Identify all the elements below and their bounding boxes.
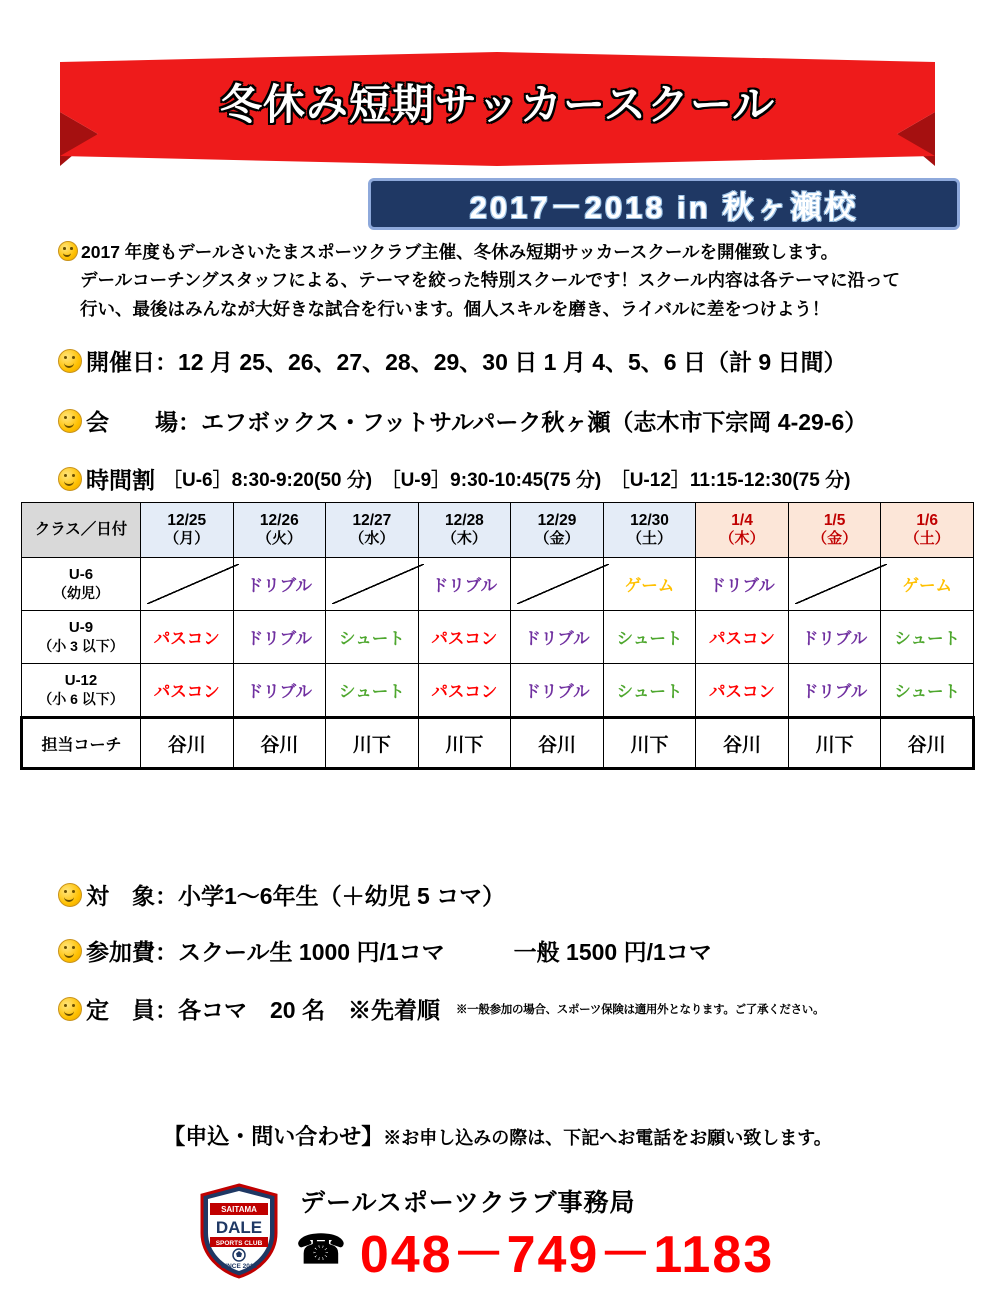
year-plate <box>368 178 960 230</box>
coach-cell-0: 谷川 <box>141 718 234 769</box>
header-class-date: クラス／日付 <box>22 503 141 558</box>
cell-u12-1: ドリブル <box>233 664 326 718</box>
header-day: （火） <box>256 530 302 548</box>
header-col-5 <box>603 503 696 558</box>
cell-u9-8: シュート <box>881 611 974 664</box>
info-row-target <box>58 878 505 911</box>
header-date: 12/27 <box>352 511 392 529</box>
table-row-coach <box>22 718 974 769</box>
svg-text:DALE: DALE <box>215 1218 263 1237</box>
cell-u6-7 <box>788 558 881 611</box>
target-label: 対 象： <box>86 883 178 909</box>
schedule-table <box>20 502 975 770</box>
place-label: 会 場： <box>86 409 201 435</box>
table-header-row <box>22 503 974 558</box>
phone-number: 048－749－1183 <box>359 1226 775 1284</box>
header-day: （土） <box>904 530 950 548</box>
contact-heading <box>0 1120 995 1151</box>
coach-cell-1: 谷川 <box>233 718 326 769</box>
header-day: （金） <box>534 530 580 548</box>
dale-club-logo <box>196 1183 282 1279</box>
coach-cell-8: 谷川 <box>881 718 974 769</box>
fee-value: スクール生 1000 円/1コマ 一般 1500 円/1コマ <box>178 939 712 965</box>
coach-label: 担当コーチ <box>22 718 141 769</box>
header-col-1 <box>233 503 326 558</box>
banner-ribbon <box>0 48 995 168</box>
header-col-0 <box>141 503 234 558</box>
coach-cell-6: 谷川 <box>696 718 789 769</box>
target-value: 小学1～6年生（＋幼児 5 コマ） <box>178 883 506 909</box>
banner-title: 冬休み短期サッカースクール <box>219 81 776 128</box>
cell-u6-4 <box>511 558 604 611</box>
intro-paragraph <box>58 238 958 323</box>
table-row <box>22 611 974 664</box>
svg-text:SPORTS CLUB: SPORTS CLUB <box>215 1240 263 1247</box>
cell-u12-0: パスコン <box>141 664 234 718</box>
row-name: U-6 <box>68 565 94 583</box>
coach-cell-4: 谷川 <box>511 718 604 769</box>
svg-text:SINCE 2012: SINCE 2012 <box>220 1263 258 1270</box>
date-value: 12 月 25、26、27、28、29、30 日 1 月 4、5、6 日（計 9 日間） <box>178 349 847 375</box>
cell-u12-3: パスコン <box>418 664 511 718</box>
cell-u9-3: パスコン <box>418 611 511 664</box>
cell-u9-4: ドリブル <box>511 611 604 664</box>
header-col-2 <box>326 503 419 558</box>
time-label: 時間割 <box>86 467 155 493</box>
header-date: 12/29 <box>537 511 577 529</box>
cell-u12-5: シュート <box>603 664 696 718</box>
table-row <box>22 558 974 611</box>
header-date: 12/25 <box>167 511 207 529</box>
cell-u6-3: ドリブル <box>418 558 511 611</box>
telephone-icon: ☎ <box>296 1227 348 1272</box>
header-date: 1/6 <box>916 511 938 529</box>
cell-u12-8: シュート <box>881 664 974 718</box>
header-date: 1/4 <box>731 511 753 529</box>
cell-u9-5: シュート <box>603 611 696 664</box>
header-date: 12/28 <box>445 511 484 529</box>
cell-u6-8: ゲーム <box>881 558 974 611</box>
smiley-icon <box>58 241 78 261</box>
cell-u9-6: パスコン <box>696 611 789 664</box>
header-date: 1/5 <box>823 511 846 529</box>
info-row-fee <box>58 934 712 967</box>
cell-u9-2: シュート <box>326 611 419 664</box>
cell-u12-6: パスコン <box>696 664 789 718</box>
intro-line-1 <box>58 238 958 266</box>
cell-u6-2 <box>326 558 419 611</box>
cell-u9-0: パスコン <box>141 611 234 664</box>
header-day: （土） <box>627 530 673 548</box>
ribbon-shape <box>0 48 995 168</box>
info-row-time <box>58 462 850 495</box>
cell-u6-1: ドリブル <box>233 558 326 611</box>
phone-number-row <box>296 1212 774 1287</box>
organization-name: デールスポーツクラブ事務局 <box>300 1189 636 1217</box>
svg-text:SAITAMA: SAITAMA <box>221 1205 257 1214</box>
coach-cell-5: 川下 <box>603 718 696 769</box>
contact-heading-note: ※お申し込みの際は、下記へお電話をお願い致します。 <box>383 1128 832 1148</box>
row-name: U-12 <box>64 671 98 689</box>
row-sub: （小 3 以下） <box>38 637 124 654</box>
cell-u9-7: ドリブル <box>788 611 881 664</box>
header-date: 12/30 <box>630 511 669 529</box>
intro-line-2: デールコーチングスタッフによる、テーマを絞った特別スクールです！スクール内容は各テーマに沿って <box>80 270 901 291</box>
row-label-u12 <box>22 664 141 718</box>
info-row-date <box>58 344 847 377</box>
info-row-capacity <box>58 992 824 1025</box>
header-day: （金） <box>812 530 858 548</box>
coach-cell-7: 川下 <box>788 718 881 769</box>
place-value: エフボックス・フットサルパーク秋ヶ瀬（志木市下宗岡 4-29-6） <box>201 409 868 435</box>
capacity-label: 定 員： <box>86 997 178 1023</box>
cell-u6-0 <box>141 558 234 611</box>
coach-cell-3: 川下 <box>418 718 511 769</box>
intro-line-3: 行い、最後はみんなが大好きな試合を行います。個人スキルを磨き、ライバルに差をつけよう！ <box>80 298 830 319</box>
smiley-icon <box>58 409 82 433</box>
header-day: （木） <box>719 530 765 548</box>
smiley-icon <box>58 939 82 963</box>
header-col-3 <box>418 503 511 558</box>
time-value: ［U-6］8:30-9:20(50 分) ［U-9］9:30-10:45(75 分) ［U-12］11:15-12:30(75 分) <box>163 470 851 491</box>
header-col-6 <box>696 503 789 558</box>
fee-label: 参加費： <box>86 939 178 965</box>
date-label: 開催日： <box>86 349 178 375</box>
header-day: （水） <box>349 530 395 548</box>
cell-u6-6: ドリブル <box>696 558 789 611</box>
year-plate-text: 2017－2018 in 秋ヶ瀬校 <box>469 189 859 225</box>
cell-u9-1: ドリブル <box>233 611 326 664</box>
smiley-icon <box>58 997 82 1021</box>
cell-u12-7: ドリブル <box>788 664 881 718</box>
capacity-value: 各コマ 20 名 ※先着順 <box>178 997 440 1023</box>
intro-line-1-text: 2017 年度もデールさいたまスポーツクラブ主催、冬休み短期サッカースクールを開催致します。 <box>81 242 839 262</box>
header-col-4 <box>511 503 604 558</box>
table-row <box>22 664 974 718</box>
row-sub: （小 6 以下） <box>38 690 124 707</box>
info-row-place <box>58 404 867 437</box>
header-day: （木） <box>441 530 487 548</box>
header-date: 12/26 <box>259 511 299 529</box>
capacity-note: ※一般参加の場合、スポーツ保険は適用外となります。ご了承ください。 <box>455 1003 825 1016</box>
cell-u12-2: シュート <box>326 664 419 718</box>
row-sub: （幼児） <box>53 584 109 601</box>
smiley-icon <box>58 883 82 907</box>
smiley-icon <box>58 349 82 373</box>
row-name: U-9 <box>68 618 94 636</box>
coach-cell-2: 川下 <box>326 718 419 769</box>
row-label-u6 <box>22 558 141 611</box>
header-day: （月） <box>164 530 210 548</box>
cell-u6-5: ゲーム <box>603 558 696 611</box>
cell-u12-4: ドリブル <box>511 664 604 718</box>
row-label-u9 <box>22 611 141 664</box>
header-col-7 <box>788 503 881 558</box>
header-col-8 <box>881 503 974 558</box>
contact-heading-bracket: 【申込・問い合わせ】 <box>163 1124 384 1149</box>
smiley-icon <box>58 467 82 491</box>
